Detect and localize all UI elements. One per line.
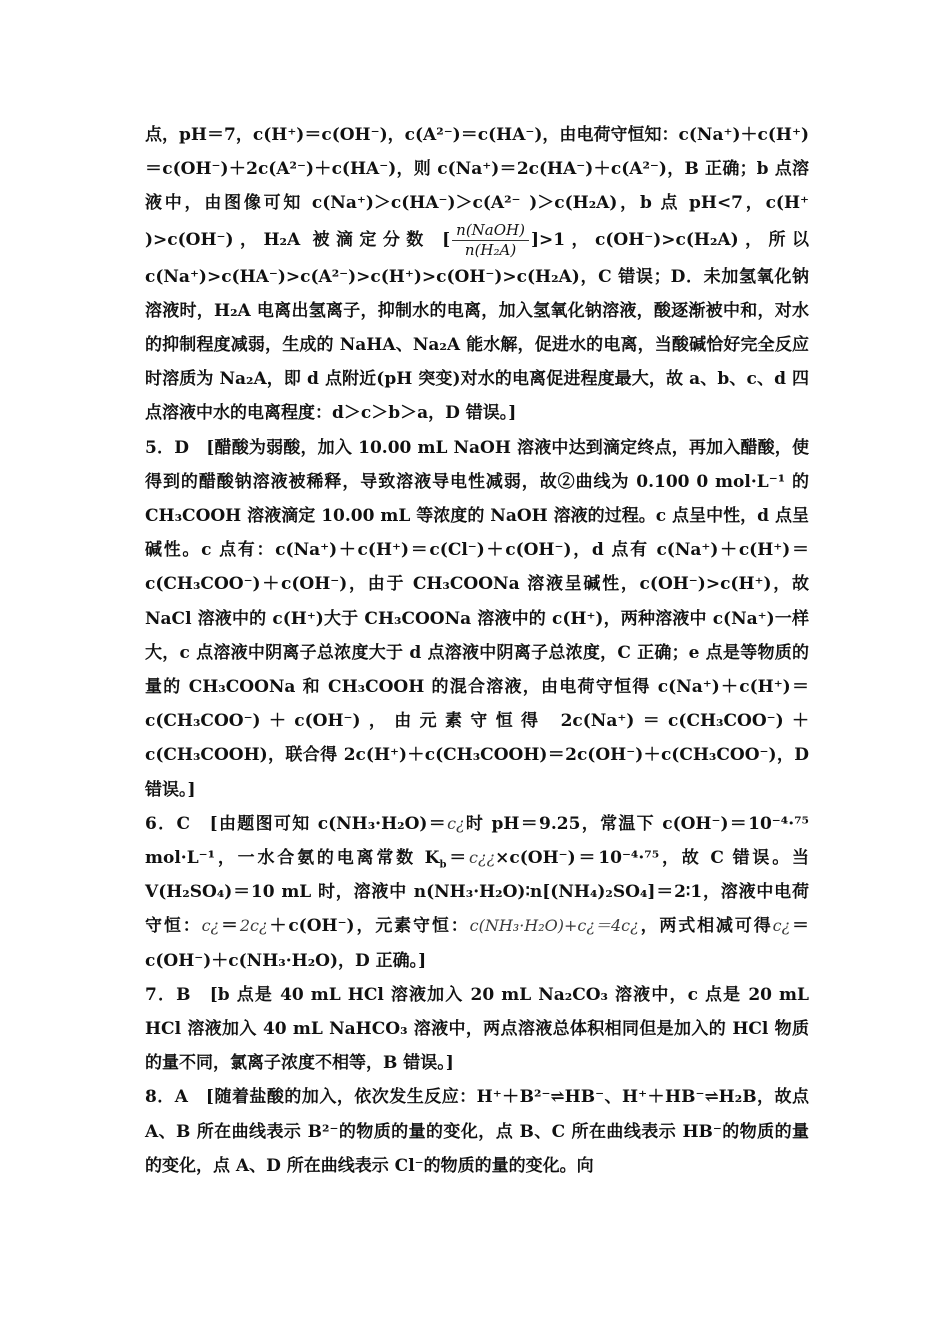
document-body	[145, 118, 809, 1183]
text-run: ＋c(OH⁻)，元素守恒：	[267, 916, 470, 937]
fraction-numerator: n(NaOH)	[452, 221, 529, 241]
equation-fragment: c¿	[772, 916, 791, 936]
answer-8: 8．A [随着盐酸的加入，依次发生反应：H⁺＋B²⁻⇌HB⁻、H⁺＋HB⁻⇌H₂B，故点 A、B 所在曲线表示 B²⁻的物质的量的变化，点 B、C 所在曲线表示 HB⁻的物质的量的变化，点 A、D 所在曲线表示 Cl⁻的物质的量的变化。向	[145, 1087, 809, 1176]
answer-6	[145, 807, 809, 978]
equation-fragment: c¿¿	[469, 848, 496, 868]
text-run: ]>1，c(OH⁻)>c(H₂A)，所以 c(Na⁺)>c(HA⁻)>c(A²⁻)>c(H⁺)>c(OH⁻)>c(H₂A)，C 错误；D．未加氢氧化钠溶液时，H₂A 电离出氢离子，抑制水的电离，加入氢氧化钠溶液，酸逐渐被中和，对水的抑制程度减弱，生成的 NaHA、Na₂A 能水解，促进水的电离，当酸碱恰好完全反应时溶质为 Na₂A，即 d 点附近(pH 突变)对水的电离促进程度最大，故 a、b、c、d 四点溶液中水的电离程度：d＞c＞b＞a，D 错误。]	[145, 229, 809, 424]
text-run: 时 pH＝9.25，常温下 c(OH⁻)＝10⁻⁴·⁷⁵ mol·L⁻¹，一水合氨的电离常数 K	[145, 813, 810, 869]
equation-fragment: c(NH₃·H₂O)+c¿＝4c¿	[469, 916, 639, 936]
text-run: ×c(OH⁻)＝10⁻⁴·⁷⁵，故 C 错误。当 V(H₂SO₄)＝10 mL 时，溶液中 n(NH₃·H₂O)∶n[(NH₄)₂SO₄]＝2∶1，溶液中电荷守恒：	[145, 848, 809, 937]
text-run: ＝c(OH⁻)＋c(NH₃·H₂O)，D 正确。]	[145, 916, 810, 971]
subscript: b	[439, 859, 447, 871]
equation-fragment: 2c¿	[239, 916, 268, 936]
paragraph-continuation	[145, 118, 809, 431]
text-run: 6．C [由题图可知 c(NH₃·H₂O)＝	[145, 813, 448, 834]
equation-fragment: c¿	[447, 813, 465, 833]
answer-7: 7．B [b 点是 40 mL HCl 溶液加入 20 mL Na₂CO₃ 溶液中，c 点是 20 mL HCl 溶液加入 40 mL NaHCO₃ 溶液中，两点溶液总体积相同但是加入的 HCl 物质的量不同，氯离子浓度不相等，B 错误。]	[145, 984, 809, 1074]
fraction-denominator: n(H₂A)	[464, 240, 517, 259]
text-run: 点，pH＝7，c(H⁺)＝c(OH⁻)，c(A²⁻)＝c(HA⁻)，由电荷守恒知：c(Na⁺)＋c(H⁺)＝c(OH⁻)＋2c(A²⁻)＋c(HA⁻)，则 c(Na⁺)＝2c(HA⁻)＋c(A²⁻)，B 正确；b 点溶液中，由图像可知 c(Na⁺)＞c(HA⁻)＞c(A²⁻ )＞c(H₂A)，b 点 pH<7，c(H⁺ )>c(OH⁻)，H₂A 被滴定分数 [	[145, 125, 809, 250]
answer-5: 5．D [醋酸为弱酸，加入 10.00 mL NaOH 溶液中达到滴定终点，再加入醋酸，使得到的醋酸钠溶液被稀释，导致溶液导电性减弱，故②曲线为 0.100 0 mol·L⁻¹ 的 CH₃COOH 溶液滴定 10.00 mL 等浓度的 NaOH 溶液的过程。c 点呈中性，d 点呈碱性。c 点有：c(Na⁺)＋c(H⁺)＝c(Cl⁻)＋c(OH⁻)，d 点有 c(Na⁺)＋c(H⁺)＝c(CH₃COO⁻)＋c(OH⁻)，由于 CH₃COONa 溶液呈碱性，c(OH⁻)>c(H⁺)，故 NaCl 溶液中的 c(H⁺)大于 CH₃COONa 溶液中的 c(H⁺)，两种溶液中 c(Na⁺)一样大，c 点溶液中阴离子总浓度大于 d 点溶液中阴离子总浓度，C 正确；e 点是等物质的量的 CH₃COONa 和 CH₃COOH 的混合溶液，由电荷守恒得 c(Na⁺)＋c(H⁺)＝c(CH₃COO⁻)＋c(OH⁻)，由元素守恒得 2c(Na⁺)＝c(CH₃COO⁻)＋c(CH₃COOH)，联合得 2c(H⁺)＋c(CH₃COOH)＝2c(OH⁻)＋c(CH₃COO⁻)，D 错误。]	[145, 437, 809, 800]
text-run: ＝	[446, 848, 470, 869]
text-run: ，两式相减可得	[638, 916, 773, 937]
equation-fragment: c¿	[201, 916, 220, 936]
fraction	[452, 221, 529, 260]
text-run: ＝	[219, 916, 240, 937]
